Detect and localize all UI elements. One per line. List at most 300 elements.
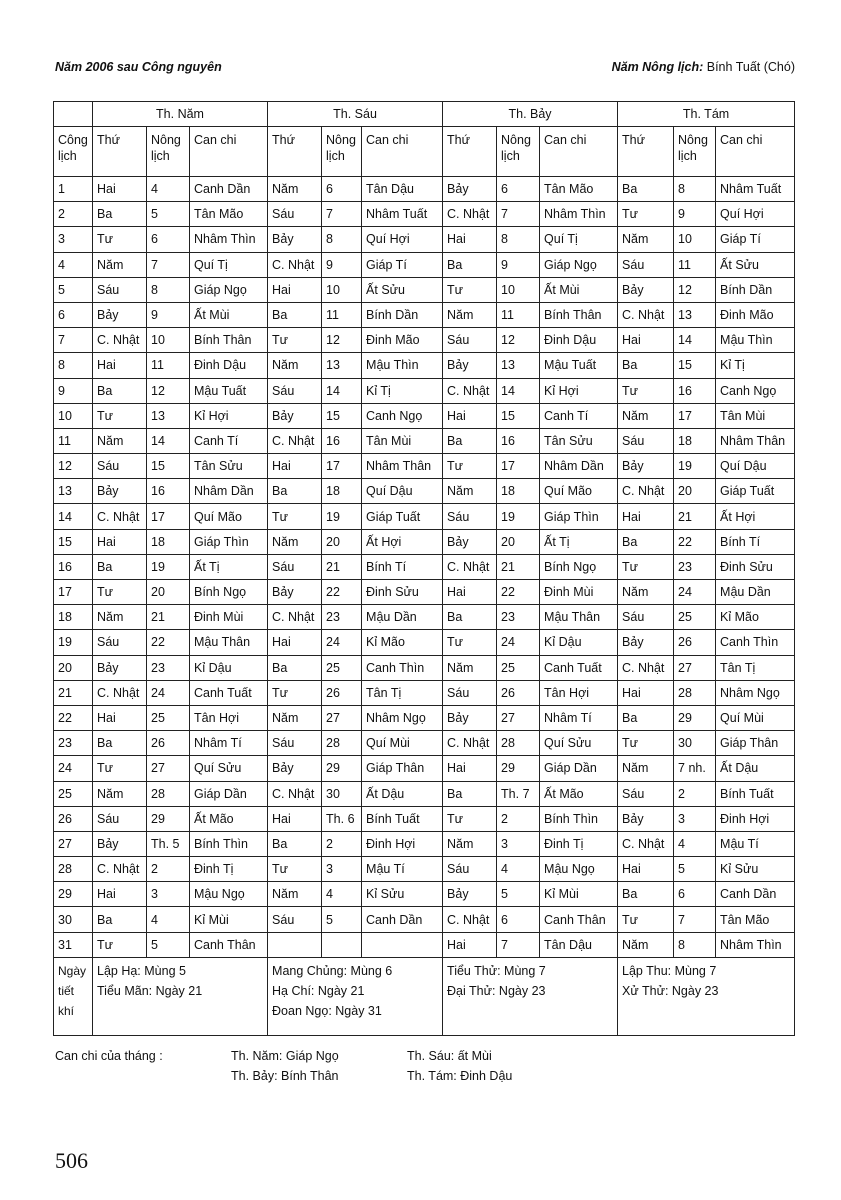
weekday: Sáu <box>618 252 674 277</box>
lunar-day: 13 <box>147 403 190 428</box>
month-header: Th. Sáu <box>268 102 443 127</box>
solar-day: 29 <box>54 882 93 907</box>
month-header: Th. Bảy <box>443 102 618 127</box>
weekday: C. Nhật <box>443 907 497 932</box>
can-chi: Giáp Tuất <box>362 504 443 529</box>
weekday: C. Nhật <box>443 554 497 579</box>
can-chi: Quí Mùi <box>362 731 443 756</box>
can-chi: Nhâm Thìn <box>540 202 618 227</box>
lunar-day: 8 <box>147 277 190 302</box>
can-chi: Canh Thân <box>540 907 618 932</box>
can-chi: Mậu Tí <box>716 831 795 856</box>
weekday: Ba <box>93 731 147 756</box>
lunar-day: 2 <box>674 781 716 806</box>
tiet-khi-cell <box>93 957 268 1035</box>
solar-day: 25 <box>54 781 93 806</box>
lunar-day: 3 <box>147 882 190 907</box>
solar-day: 16 <box>54 554 93 579</box>
weekday: Hai <box>618 328 674 353</box>
lunar-day: 9 <box>147 302 190 327</box>
lunar-day: 11 <box>674 252 716 277</box>
can-chi: Đinh Tị <box>190 857 268 882</box>
weekday: C. Nhật <box>93 328 147 353</box>
lunar-day: 26 <box>147 731 190 756</box>
lunar-day: 12 <box>674 277 716 302</box>
day-row <box>54 302 795 327</box>
weekday: C. Nhật <box>93 680 147 705</box>
weekday: Sáu <box>93 454 147 479</box>
can-chi: Bính Dần <box>716 277 795 302</box>
footer-month-can-chi: Th. Bảy: Bính Thân <box>231 1069 339 1083</box>
footer-month-can-chi: Th. Sáu: ất Mùi <box>407 1049 492 1063</box>
day-row <box>54 756 795 781</box>
weekday: Hai <box>268 277 322 302</box>
weekday: Hai <box>618 504 674 529</box>
solar-day: 6 <box>54 302 93 327</box>
lunar-day: 12 <box>147 378 190 403</box>
lunar-day: 4 <box>147 177 190 202</box>
lunar-day: 23 <box>147 655 190 680</box>
weekday: Sáu <box>268 731 322 756</box>
weekday: C. Nhật <box>443 202 497 227</box>
solar-day: 27 <box>54 831 93 856</box>
can-chi: Tân Mùi <box>362 428 443 453</box>
can-chi: Ất Tị <box>540 529 618 554</box>
can-chi: Canh Dần <box>362 907 443 932</box>
weekday: Bảy <box>268 756 322 781</box>
weekday: C. Nhật <box>443 378 497 403</box>
col-header-nong-lich: Nông lịch <box>322 127 362 177</box>
can-chi: Đinh Tị <box>540 831 618 856</box>
weekday: Hai <box>443 403 497 428</box>
weekday: Tư <box>268 328 322 353</box>
can-chi <box>362 932 443 957</box>
lunar-day: 27 <box>322 705 362 730</box>
lunar-day: 12 <box>497 328 540 353</box>
weekday: Hai <box>443 227 497 252</box>
can-chi: Tân Mão <box>716 907 795 932</box>
can-chi: Mậu Tuất <box>540 353 618 378</box>
can-chi: Đinh Mùi <box>190 605 268 630</box>
lunar-day: 25 <box>147 705 190 730</box>
weekday: Sáu <box>618 781 674 806</box>
day-row <box>54 277 795 302</box>
weekday: Ba <box>443 605 497 630</box>
weekday: Bảy <box>443 353 497 378</box>
weekday: Năm <box>93 781 147 806</box>
weekday: Sáu <box>618 605 674 630</box>
lunar-day: 26 <box>674 630 716 655</box>
weekday: Ba <box>618 177 674 202</box>
weekday: Hai <box>93 882 147 907</box>
can-chi: Tân Hợi <box>540 680 618 705</box>
can-chi: Tân Dậu <box>362 177 443 202</box>
can-chi: Kỉ Tị <box>716 353 795 378</box>
solar-day: 26 <box>54 806 93 831</box>
tiet-khi-entry: Hạ Chí: Ngày 21 <box>272 983 365 998</box>
weekday: Tư <box>268 857 322 882</box>
solar-day: 9 <box>54 378 93 403</box>
lunar-day: 10 <box>497 277 540 302</box>
lunar-day: 17 <box>147 504 190 529</box>
lunar-day: 7 <box>674 907 716 932</box>
page-number: 506 <box>55 1148 88 1173</box>
can-chi: Giáp Tuất <box>716 479 795 504</box>
day-row <box>54 403 795 428</box>
weekday: Ba <box>93 554 147 579</box>
weekday: Tư <box>443 630 497 655</box>
lunar-day: 12 <box>322 328 362 353</box>
lunar-day: 6 <box>497 907 540 932</box>
col-header-nong-lich: Nông lịch <box>674 127 716 177</box>
weekday: Hai <box>93 529 147 554</box>
lunar-day: 27 <box>147 756 190 781</box>
can-chi: Canh Thìn <box>362 655 443 680</box>
lunar-day: 5 <box>322 907 362 932</box>
weekday: Năm <box>443 302 497 327</box>
lunar-day: 16 <box>147 479 190 504</box>
weekday: Năm <box>443 655 497 680</box>
tiet-khi-entry: Tiểu Mãn: Ngày 21 <box>97 983 203 998</box>
weekday: Ba <box>268 655 322 680</box>
lunar-day: 14 <box>674 328 716 353</box>
lunar-day: 13 <box>674 302 716 327</box>
weekday: Tư <box>268 504 322 529</box>
lunar-day: 15 <box>497 403 540 428</box>
weekday: Năm <box>93 428 147 453</box>
can-chi: Mậu Tuất <box>190 378 268 403</box>
can-chi: Kỉ Dậu <box>190 655 268 680</box>
tiet-khi-entry: Tiểu Thử: Mùng 7 <box>447 963 546 978</box>
footer-label: Can chi của tháng : <box>55 1049 163 1063</box>
lunar-day: 21 <box>147 605 190 630</box>
lunar-day: 6 <box>497 177 540 202</box>
day-row <box>54 378 795 403</box>
lunar-day: 22 <box>147 630 190 655</box>
day-row <box>54 932 795 957</box>
weekday: Ba <box>443 781 497 806</box>
lunar-day: 17 <box>497 454 540 479</box>
weekday: C. Nhật <box>618 479 674 504</box>
lunar-day: 15 <box>322 403 362 428</box>
lunar-day: 20 <box>322 529 362 554</box>
lunar-day: 11 <box>322 302 362 327</box>
lunar-day: Th. 5 <box>147 831 190 856</box>
col-header-nong-lich: Nông lịch <box>147 127 190 177</box>
can-chi: Bính Thìn <box>190 831 268 856</box>
can-chi: Bính Ngọ <box>540 554 618 579</box>
can-chi: Nhâm Dần <box>540 454 618 479</box>
day-row <box>54 454 795 479</box>
solar-day: 4 <box>54 252 93 277</box>
weekday: Sáu <box>618 428 674 453</box>
day-row <box>54 655 795 680</box>
solar-day: 11 <box>54 428 93 453</box>
can-chi: Quí Tị <box>190 252 268 277</box>
can-chi: Ất Dậu <box>362 781 443 806</box>
lunar-day: 8 <box>497 227 540 252</box>
can-chi: Quí Mão <box>190 504 268 529</box>
weekday: Bảy <box>268 403 322 428</box>
can-chi: Kỉ Tị <box>362 378 443 403</box>
lunar-day: 19 <box>497 504 540 529</box>
weekday: Năm <box>618 403 674 428</box>
can-chi: Canh Tí <box>540 403 618 428</box>
weekday: Hai <box>268 806 322 831</box>
can-chi: Ất Mùi <box>190 302 268 327</box>
can-chi: Giáp Tí <box>716 227 795 252</box>
lunar-day: 25 <box>497 655 540 680</box>
can-chi: Tân Mão <box>190 202 268 227</box>
lunar-day: 24 <box>674 580 716 605</box>
tiet-khi-entry: Mang Chủng: Mùng 6 <box>272 963 393 978</box>
col-header-can-chi: Can chi <box>716 127 795 177</box>
weekday: Ba <box>268 302 322 327</box>
can-chi: Bính Tuất <box>716 781 795 806</box>
solar-day: 19 <box>54 630 93 655</box>
solar-day: 23 <box>54 731 93 756</box>
weekday: Sáu <box>93 630 147 655</box>
lunar-day: 24 <box>322 630 362 655</box>
can-chi: Bính Tí <box>362 554 443 579</box>
col-header-nong-lich: Nông lịch <box>497 127 540 177</box>
can-chi: Bính Thân <box>540 302 618 327</box>
weekday: Ba <box>268 479 322 504</box>
lunar-day: 28 <box>322 731 362 756</box>
tiet-khi-entry: Lập Thu: Mùng 7 <box>622 963 717 978</box>
month-header: Th. Tám <box>618 102 795 127</box>
weekday: C. Nhật <box>268 252 322 277</box>
day-row <box>54 705 795 730</box>
can-chi: Kỉ Sửu <box>716 857 795 882</box>
can-chi: Giáp Thân <box>716 731 795 756</box>
lunar-day: 19 <box>147 554 190 579</box>
can-chi: Đinh Sửu <box>716 554 795 579</box>
weekday: Tư <box>443 277 497 302</box>
lunar-day: 2 <box>147 857 190 882</box>
lunar-day: 9 <box>322 252 362 277</box>
weekday: Bảy <box>618 630 674 655</box>
solar-day: 1 <box>54 177 93 202</box>
weekday: Bảy <box>93 302 147 327</box>
corner-cell <box>54 102 93 127</box>
can-chi: Tân Mùi <box>716 403 795 428</box>
lunar-day: 4 <box>322 882 362 907</box>
can-chi: Mậu Thân <box>190 630 268 655</box>
can-chi: Đinh Hợi <box>716 806 795 831</box>
lunar-day: 22 <box>674 529 716 554</box>
lunar-day: 14 <box>497 378 540 403</box>
lunar-day <box>322 932 362 957</box>
can-chi: Nhâm Ngọ <box>362 705 443 730</box>
lunar-day: 9 <box>497 252 540 277</box>
day-row <box>54 680 795 705</box>
lunar-day: 17 <box>674 403 716 428</box>
day-row <box>54 202 795 227</box>
weekday: Ba <box>618 882 674 907</box>
can-chi: Bính Thân <box>190 328 268 353</box>
weekday: C. Nhật <box>618 302 674 327</box>
solar-day: 8 <box>54 353 93 378</box>
can-chi: Nhâm Thìn <box>190 227 268 252</box>
solar-day: 17 <box>54 580 93 605</box>
can-chi: Nhâm Ngọ <box>716 680 795 705</box>
weekday: Tư <box>268 680 322 705</box>
tiet-khi-label: Ngày tiết khí <box>54 957 93 1035</box>
lunar-day: 9 <box>674 202 716 227</box>
lunar-day: 28 <box>147 781 190 806</box>
can-chi: Canh Dần <box>716 882 795 907</box>
can-chi: Ất Sửu <box>362 277 443 302</box>
lunar-day: 19 <box>674 454 716 479</box>
weekday: C. Nhật <box>93 504 147 529</box>
can-chi: Kỉ Hợi <box>190 403 268 428</box>
lunar-day: 15 <box>147 454 190 479</box>
lunar-day: 2 <box>322 831 362 856</box>
tiet-khi-entry: Đại Thử: Ngày 23 <box>447 983 546 998</box>
can-chi: Bính Tuất <box>362 806 443 831</box>
lunar-day: 7 <box>147 252 190 277</box>
can-chi: Kỉ Hợi <box>540 378 618 403</box>
weekday: Bảy <box>618 277 674 302</box>
can-chi: Ất Mão <box>540 781 618 806</box>
lunar-day: 21 <box>674 504 716 529</box>
can-chi: Ất Mão <box>190 806 268 831</box>
lunar-day: 18 <box>674 428 716 453</box>
weekday: Bảy <box>93 479 147 504</box>
weekday: Bảy <box>443 529 497 554</box>
can-chi: Đinh Dậu <box>540 328 618 353</box>
can-chi: Mậu Dần <box>362 605 443 630</box>
lunar-day: 25 <box>674 605 716 630</box>
lunar-day: 18 <box>147 529 190 554</box>
weekday: Năm <box>93 252 147 277</box>
solar-day: 31 <box>54 932 93 957</box>
lunar-day: 16 <box>322 428 362 453</box>
weekday: Tư <box>443 806 497 831</box>
solar-day: 5 <box>54 277 93 302</box>
lunar-day: 24 <box>497 630 540 655</box>
lunar-day: 8 <box>674 932 716 957</box>
weekday: Sáu <box>443 328 497 353</box>
lunar-day: 3 <box>322 857 362 882</box>
weekday: Tư <box>443 454 497 479</box>
solar-day: 12 <box>54 454 93 479</box>
can-chi: Ất Dậu <box>716 756 795 781</box>
lunar-day: 15 <box>674 353 716 378</box>
can-chi: Nhâm Tí <box>190 731 268 756</box>
can-chi: Đinh Mão <box>716 302 795 327</box>
can-chi: Mậu Dần <box>716 580 795 605</box>
solar-day: 14 <box>54 504 93 529</box>
lunar-day: 18 <box>322 479 362 504</box>
solar-day: 28 <box>54 857 93 882</box>
day-row <box>54 781 795 806</box>
tiet-khi-cell <box>443 957 618 1035</box>
lunar-day: 26 <box>322 680 362 705</box>
weekday: Năm <box>443 831 497 856</box>
day-row <box>54 227 795 252</box>
tiet-khi-entry: Lập Hạ: Mùng 5 <box>97 963 186 978</box>
lunar-day: 16 <box>497 428 540 453</box>
day-row <box>54 907 795 932</box>
lunar-day: 29 <box>322 756 362 781</box>
weekday: Ba <box>618 529 674 554</box>
col-header-cong-lich: Công lịch <box>54 127 93 177</box>
lunar-day: 20 <box>674 479 716 504</box>
lunar-day: 30 <box>322 781 362 806</box>
can-chi: Kỉ Mão <box>716 605 795 630</box>
can-chi: Tân Tị <box>362 680 443 705</box>
can-chi: Bính Thìn <box>540 806 618 831</box>
can-chi: Giáp Tí <box>362 252 443 277</box>
can-chi: Mậu Thìn <box>362 353 443 378</box>
can-chi: Đinh Sửu <box>362 580 443 605</box>
lunar-day: 7 nh. <box>674 756 716 781</box>
lunar-day: 30 <box>674 731 716 756</box>
lunar-day: 21 <box>322 554 362 579</box>
weekday: Bảy <box>268 227 322 252</box>
weekday: Sáu <box>268 907 322 932</box>
day-row <box>54 529 795 554</box>
can-chi: Nhâm Thìn <box>716 932 795 957</box>
can-chi: Canh Ngọ <box>362 403 443 428</box>
can-chi: Nhâm Tuất <box>362 202 443 227</box>
lunar-day: 8 <box>674 177 716 202</box>
lunar-day: 5 <box>674 857 716 882</box>
can-chi: Quí Sửu <box>540 731 618 756</box>
can-chi: Quí Mùi <box>716 705 795 730</box>
weekday: Ba <box>268 831 322 856</box>
weekday: Bảy <box>93 655 147 680</box>
can-chi: Tân Mão <box>540 177 618 202</box>
lunar-day: 5 <box>147 202 190 227</box>
can-chi: Đinh Hợi <box>362 831 443 856</box>
day-row <box>54 806 795 831</box>
weekday: Hai <box>93 705 147 730</box>
can-chi: Đinh Mùi <box>540 580 618 605</box>
day-row <box>54 177 795 202</box>
weekday: Tư <box>618 554 674 579</box>
lunar-day: 21 <box>497 554 540 579</box>
can-chi: Nhâm Dần <box>190 479 268 504</box>
lunar-day: 10 <box>674 227 716 252</box>
day-row <box>54 630 795 655</box>
weekday: Bảy <box>443 705 497 730</box>
can-chi: Mậu Thìn <box>716 328 795 353</box>
solar-day: 13 <box>54 479 93 504</box>
lunar-day: 24 <box>147 680 190 705</box>
lunar-day: 13 <box>322 353 362 378</box>
day-row <box>54 831 795 856</box>
weekday: Ba <box>618 705 674 730</box>
footer-month-can-chi: Th. Tám: Đinh Dậu <box>407 1069 513 1083</box>
can-chi: Giáp Dần <box>190 781 268 806</box>
lunar-day: 28 <box>497 731 540 756</box>
lunar-day: 22 <box>322 580 362 605</box>
can-chi: Quí Mão <box>540 479 618 504</box>
weekday: C. Nhật <box>268 605 322 630</box>
lunar-day: 28 <box>674 680 716 705</box>
weekday: Tư <box>618 378 674 403</box>
lunar-day: 4 <box>674 831 716 856</box>
solar-day: 2 <box>54 202 93 227</box>
weekday: Năm <box>618 756 674 781</box>
can-chi: Nhâm Thân <box>362 454 443 479</box>
weekday: Tư <box>618 202 674 227</box>
solar-day: 18 <box>54 605 93 630</box>
can-chi: Ất Hợi <box>362 529 443 554</box>
